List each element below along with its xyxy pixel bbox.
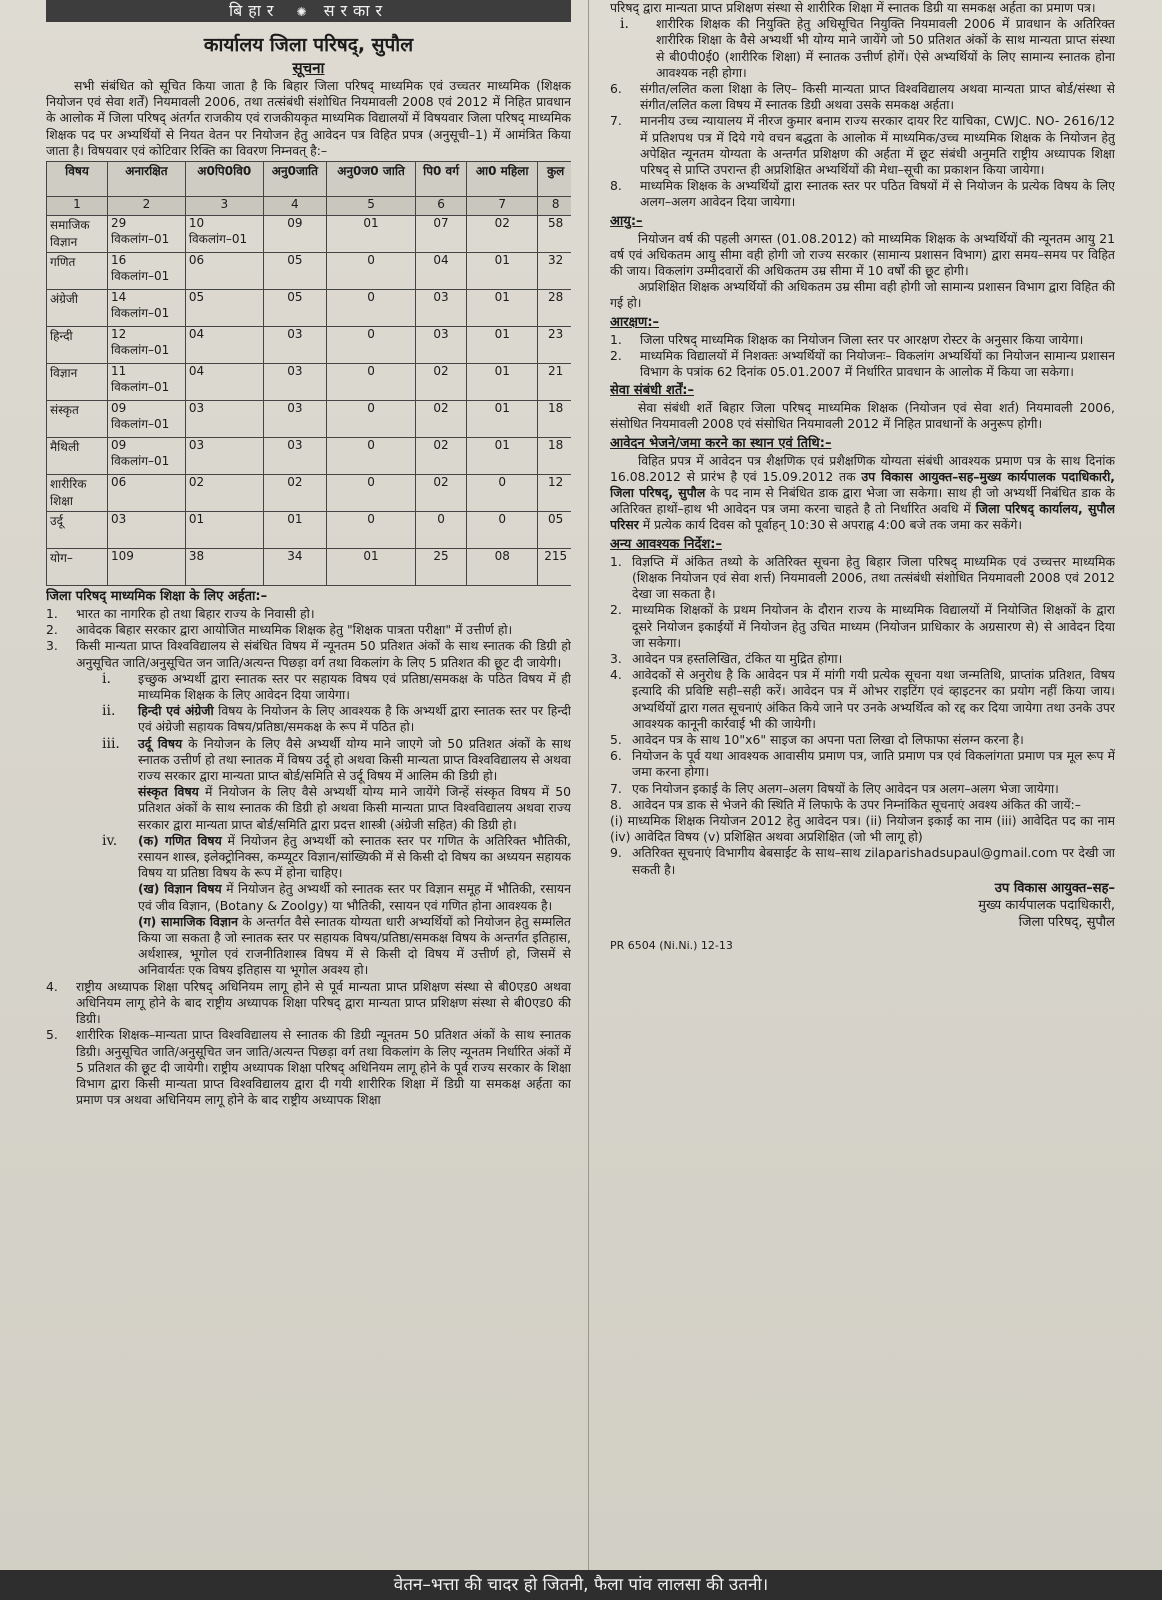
age-paragraph-1: नियोजन वर्ष की पहली अगस्त (01.08.2012) को माध्यमिक शिक्षक के अभ्यर्थियों की न्यूनतम आयु 21 वर्ष एवं अधिकतम आयु सीमा वही होगी जो राज्य सरकार (सामान्य प्रशासन विभाग) द्वारा समय–समय पर विहित की जाय। विकलांग उम्मीदवारों की अधिकतम उम्र सीमा में 10 वर्षों की छूट होगी। <box>610 230 1115 279</box>
sc-cell: 05 <box>263 290 326 327</box>
table-row <box>47 253 572 290</box>
item-lead: (क) गणित विषय <box>138 832 222 848</box>
subject-cell: अंग्रेजी <box>47 290 108 327</box>
sign-line-3: जिला परिषद्, सुपौल <box>1018 914 1115 930</box>
item-number <box>102 881 138 913</box>
table-row <box>47 290 572 327</box>
emblem-icon: ✺ <box>296 5 307 19</box>
service-paragraph: सेवा संबंधी शर्ते बिहार जिला परिषद् माध्यमिक शिक्षक (नियोजन एवं सेवा शर्त) नियमावली 2006, संसोधित नियमावली 2008 एवं संसोधित नियमावली 2012 में निहित प्रावधानों के अनुरूप होगी। <box>610 400 1115 432</box>
bc-cell: 02 <box>415 364 466 401</box>
unreserved-note: विकलांग–01 <box>111 269 170 284</box>
bc-cell: 03 <box>415 327 466 364</box>
instruction-item-9 <box>610 845 1115 877</box>
obc-value: 04 <box>188 327 205 342</box>
sc-cell: 01 <box>263 512 326 549</box>
unreserved-note: विकलांग–01 <box>111 232 170 247</box>
unreserved-cell <box>108 512 186 549</box>
table-index-cell: 3 <box>185 197 263 216</box>
unreserved-cell <box>108 327 186 364</box>
eligibility-list-continued <box>46 979 571 1109</box>
item-lead: उर्दू विषय <box>138 735 183 751</box>
table-index-cell: 7 <box>467 197 538 216</box>
eligibility-sub-item <box>102 671 571 703</box>
item-text <box>138 736 571 785</box>
item-number: 5. <box>610 731 622 747</box>
obc-value: 02 <box>188 475 205 490</box>
obc-value: 06 <box>188 253 205 268</box>
total-cell: 28 <box>538 290 571 327</box>
women-cell: 01 <box>467 327 538 364</box>
right-item <box>610 81 1115 113</box>
item-number: 1. <box>610 331 622 347</box>
eligibility-item <box>46 1027 571 1108</box>
unreserved-note: विकलांग–01 <box>111 343 170 358</box>
unreserved-value: 09 <box>111 401 127 416</box>
apply-heading: आवेदन भेजने/जमा करने का स्थान एवं तिथि:– <box>610 435 832 451</box>
envelope-details: (i) माध्यमिक शिक्षक नियोजन 2012 हेतु आवेदन पत्र। (ii) नियोजन इकाई का नाम (iii) आवेदित पद का नाम (iv) आवेदित विषय (v) प्रशिक्षित अथवा अप्रशिक्षित (जो भी लागू हो) <box>610 812 1115 845</box>
column-divider <box>588 0 589 1600</box>
women-cell: 01 <box>467 290 538 327</box>
unreserved-value: 03 <box>111 512 127 527</box>
item-lead: संस्कृत विषय <box>138 784 199 800</box>
obc-value: 03 <box>188 438 205 453</box>
item-body: में नियोजन हेतु अभ्यर्थी को स्नातक स्तर पर गणित के अतिरिक्त भौतिकी, रसायन शास्त्र, इलेक्ट्रोनिक्स, कम्प्यूटर विज्ञान/सांख्यिकी में से किसी दो विषय का अध्ययन सहायक विषय या प्रतिष्ठा विषय के रूप में होना चाहिए। <box>138 832 571 881</box>
item-lead: हिन्दी एवं अंग्रेजी <box>138 703 214 719</box>
table-row <box>47 216 572 253</box>
eligibility-sub-item <box>102 881 571 913</box>
women-cell: 0 <box>467 512 538 549</box>
item-text: राष्ट्रीय अध्यापक शिक्षा परिषद् अधिनियम लागू होने से पूर्व मान्यता प्राप्त प्रशिक्षण संस्था से बी0एड0 अथवा अधिनियम लागू होने के बाद राष्ट्रीय अध्यापक शिक्षा परिषद् द्वारा मान्यता प्राप्त प्रशिक्षण संस्था से बी0एड0 की डिग्री। <box>76 978 571 1027</box>
bc-cell: 02 <box>415 438 466 475</box>
sc-cell: 02 <box>263 475 326 512</box>
table-row <box>47 475 572 512</box>
item-number: 8. <box>610 178 622 194</box>
email-link[interactable]: zilaparishadsupaul@gmail.com <box>864 845 1058 861</box>
table-row <box>47 401 572 438</box>
sign-line-1: उप विकास आयुक्त–सह– <box>994 880 1115 896</box>
bc-cell: 02 <box>415 475 466 512</box>
item-text: नियोजन के पूर्व यथा आवश्यक आवासीय प्रमाण पत्र, जाति प्रमाण पत्र एवं विकलांगता प्रमाण पत्र मूल रूप में जमा करना होगा। <box>632 748 1115 780</box>
instruction-item <box>610 797 1115 813</box>
table-header-cell: अ0पि0वि0 <box>185 162 263 197</box>
subject-cell: हिन्दी <box>47 327 108 364</box>
st-cell: 0 <box>327 290 416 327</box>
item-text: आवेदन पत्र डाक से भेजने की स्थिति में लिफाफे के उपर निम्नांकित सूचनाएं अवश्य अंकित की जायें:– <box>632 796 1081 812</box>
obc-cell <box>185 253 263 290</box>
other-instructions-list <box>610 554 1115 813</box>
table-row <box>47 438 572 475</box>
table-index-cell: 5 <box>327 197 416 216</box>
reservation-item <box>610 348 1115 380</box>
table-row <box>47 327 572 364</box>
apply-office: जिला परिषद् कार्यालय, सुपौल परिसर <box>610 501 1115 533</box>
unreserved-note: विकलांग–01 <box>111 454 170 469</box>
reservation-item <box>610 332 1115 348</box>
item-text <box>138 784 571 833</box>
women-cell: 08 <box>467 549 538 586</box>
total-cell: 23 <box>538 327 571 364</box>
item-number: 5. <box>46 1027 58 1043</box>
item-text: आवेदक बिहार सरकार द्वारा आयोजित माध्यमिक शिक्षक हेतु "शिक्षक पात्रता परीक्षा" में उत्तीर्ण हो। <box>76 622 513 638</box>
banner-left: बिहार <box>228 1 280 20</box>
total-cell: 58 <box>538 216 571 253</box>
item-number: 4. <box>46 978 58 994</box>
unreserved-cell <box>108 216 186 253</box>
sc-cell: 34 <box>263 549 326 586</box>
item-text: भारत का नागरिक हो तथा बिहार राज्य के निवासी हो। <box>76 606 315 622</box>
sub-item-number: i. <box>620 16 629 33</box>
sc-cell: 09 <box>263 216 326 253</box>
service-heading: सेवा संबंधी शर्तें:– <box>610 383 694 399</box>
item-body: विषय के नियोजन के लिए आवश्यक है कि अभ्यर्थी द्वारा स्नातक स्तर पर हिन्दी एवं अंग्रेजी सहायक विषय/प्रतिष्ठा/समकक्ष के रूप में पठित हो। <box>138 703 571 735</box>
banner-right: सरकार <box>323 1 389 20</box>
unreserved-cell <box>108 401 186 438</box>
unreserved-cell <box>108 290 186 327</box>
reservation-list <box>610 332 1115 381</box>
item-number: ii. <box>102 703 116 720</box>
left-column <box>46 0 571 1600</box>
item-text: माध्यमिक विद्यालयों में निशक्तः अभ्यर्थियों का नियोजनः– विकलांग अभ्यर्थियों का नियोजन सामान्य प्रशासन विभाग के पत्रांक 62 दिनांक 05.01.2007 में निर्धारित प्रावधान के आलोक में किया जा सकेगा। <box>640 347 1115 380</box>
eligibility-list <box>46 606 571 671</box>
st-cell: 0 <box>327 364 416 401</box>
item-number: 2. <box>610 602 622 618</box>
item-number: iii. <box>102 735 120 752</box>
st-cell: 0 <box>327 438 416 475</box>
sc-cell: 03 <box>263 364 326 401</box>
bc-cell: 25 <box>415 549 466 586</box>
unreserved-value: 29 <box>111 216 127 231</box>
bc-cell: 0 <box>415 512 466 549</box>
item-number: 6. <box>610 81 622 97</box>
table-header-cell: अनु0ज0 जाति <box>327 162 416 197</box>
eligibility-heading: जिला परिषद् माध्यमिक शिक्षा के लिए अर्हता:– <box>46 589 268 605</box>
eligibility-item <box>46 979 571 1028</box>
item-text: आवेदकों से अनुरोध है कि आवेदन पत्र में मांगी गयी प्रत्येक सूचना यथा जन्मतिथि, प्राप्तांक प्रतिशत, विषय इत्यादि की प्रविष्टि सही–सही करें। आवेदन पत्र में ओभर राइटिंग एवं व्हाइटनर का प्रयोग नहीं किया जाय। अभ्यर्थियों द्वारा गलत सूचनाएं अंकित किये जाने पर उनके अभ्यर्थित्व को रद्द कर दिया जायेगा तथा उनके उपर आवश्यक कानूनी कार्रवाई भी की जायेगी। <box>632 667 1115 731</box>
unreserved-cell <box>108 438 186 475</box>
item-text: आवेदन पत्र के साथ 10"x6" साइज का अपना पता लिखा दो लिफाफा संलग्न करना है। <box>632 731 1024 747</box>
unreserved-value: 09 <box>111 438 127 453</box>
obc-cell <box>185 401 263 438</box>
continued-text: परिषद् द्वारा मान्यता प्राप्त प्रशिक्षण संस्था से शारीरिक शिक्षा में स्नातक डिग्री या समकक्ष अर्हता का प्रमाण पत्र। <box>610 0 1096 15</box>
women-cell: 01 <box>467 401 538 438</box>
notice-label: सूचना <box>292 59 325 77</box>
total-cell: 12 <box>538 475 571 512</box>
office-title: कार्यालय जिला परिषद्, सुपौल <box>203 34 414 56</box>
table-header-cell: पि0 वर्ग <box>415 162 466 197</box>
total-cell: 05 <box>538 512 571 549</box>
table-index-cell: 4 <box>263 197 326 216</box>
table-header-cell: कुल <box>538 162 571 197</box>
table-index-cell: 8 <box>538 197 571 216</box>
right-item-list <box>610 81 1115 211</box>
item-text: जिला परिषद् माध्यमिक शिक्षक का नियोजन जिला स्तर पर आरक्षण रोस्टर के अनुसार किया जायेगा। <box>640 331 1084 347</box>
st-cell: 0 <box>327 401 416 438</box>
bc-cell: 02 <box>415 401 466 438</box>
item-text: इच्छुक अभ्यर्थी द्वारा स्नातक स्तर पर सहायक विषय एवं प्रतिष्ठा/समकक्ष के पठित विषय में ही माध्यमिक शिक्षक के लिए आवेदन दिया जायेगा। <box>138 670 571 703</box>
unreserved-note: विकलांग–01 <box>111 380 170 395</box>
unreserved-value: 06 <box>111 475 127 490</box>
obc-cell <box>185 512 263 549</box>
instruction-item <box>610 732 1115 748</box>
item-text: विज्ञप्ति में अंकित तथ्यो के अतिरिक्त सूचना हेतु बिहार जिला परिषद् माध्यमिक एवं उच्चत्तर माध्यमिक (शिक्षक नियोजन एवं सेवा शर्त्त) नियमावली 2006, तथा तत्संबंधी संशोधित नियमावली 2008 एवं 2012 देखा जा सकता है। <box>632 553 1115 602</box>
item-text <box>138 881 571 913</box>
unreserved-cell <box>108 549 186 586</box>
table-index-cell: 2 <box>108 197 186 216</box>
pe-sub-item <box>620 16 1115 81</box>
item-number: 9. <box>610 845 622 861</box>
table-index-cell: 1 <box>47 197 108 216</box>
instruction-item <box>610 781 1115 797</box>
eligibility-sub-item <box>102 914 571 979</box>
item-text: शारीरिक शिक्षक–मान्यता प्राप्त विश्वविद्यालय से स्नातक की डिग्री न्यूनतम 50 प्रतिशत अंकों के साथ स्नातक डिग्री। अनुसूचित जाति/अनुसूचित जन जाति/अत्यन्त पिछड़ा वर्ग तथा विकलांग के लिए न्यूनतम निर्धारित अंकों में 5 प्रतिशत की छूट दी जायेगी। राष्ट्रीय अध्यापक शिक्षा परिषद् अधिनियम लागू होने के पूर्व राज्य सरकार के शिक्षा विभाग द्वारा किसी मान्यता प्राप्त विश्वविद्यालय द्वारा दी गयी शारीरिक शिक्षा में डिग्री या समकक्ष अर्हता का प्रमाण पत्र अथवा अधिनियम लागू होने के बाद राष्ट्रीय अध्यापक शिक्षा <box>76 1027 571 1108</box>
item-number: iv. <box>102 832 118 849</box>
item-number: 4. <box>610 667 622 683</box>
item-number: 3. <box>610 650 622 666</box>
instruction-item <box>610 554 1115 603</box>
table-row <box>47 512 572 549</box>
women-cell: 0 <box>467 475 538 512</box>
item-text <box>138 833 571 882</box>
obc-value: 10 <box>188 216 205 231</box>
unreserved-value: 16 <box>111 253 127 268</box>
unreserved-cell <box>108 253 186 290</box>
obc-cell <box>185 549 263 586</box>
eligibility-sub-item <box>102 736 571 785</box>
item-text <box>632 845 1115 877</box>
item-body: के नियोजन के लिए वैसे अभ्यर्थी योग्य माने जाएगे जो 50 प्रतिशत अंकों के साथ स्नातक उत्तीर्ण हो तथा स्नातक में विषय उर्दू हो अथवा किसी मान्यता प्राप्त विश्वविद्यालय से अथवा राज्य सरकार द्वारा मान्यता प्राप्त बोर्ड/समिति से उर्दू विषय में आलिम की डिग्री हो। <box>138 735 571 784</box>
apply-text-3: में प्रत्येक कार्य दिवस को पूर्वाहन् 10:30 से अपराह्न 4:00 बजे तक जमा कर सकेंगे। <box>642 517 1023 533</box>
footer-slogan: वेतन–भत्ता की चादर हो जितनी, फैला पांव लालसा की उतनी। <box>0 1570 1162 1600</box>
obc-cell <box>185 475 263 512</box>
eligibility-sub-item <box>102 703 571 735</box>
unreserved-value: 12 <box>111 327 127 342</box>
obc-cell <box>185 216 263 253</box>
subject-cell: संस्कृत <box>47 401 108 438</box>
item-number <box>102 914 138 979</box>
item-text: माननीय उच्च न्यायालय में नीरज कुमार बनाम राज्य सरकार दायर रिट याचिका, CWJC. NO- 2616/12 में प्रतिशपथ पत्र में दिये गये वचन बद्धता के आलोक में माध्यमिक/उच्च माध्यमिक शिक्षक के नियोजन हेतु अपेक्षित न्यूनतम योग्यता के अन्तर्गत प्रशिक्षण की अर्हता में छूट संबंधी अनुमति राष्ट्रीय अध्यापक शिक्षा परिषद् से प्राप्ति उपरान्त ही अप्रशिक्षित अभ्यर्थियों की मेधा–सूची का प्रकाशन किया जायेगा। <box>640 113 1115 178</box>
item-number: i. <box>102 670 111 687</box>
item-text: माध्यमिक शिक्षकों के प्रथम नियोजन के दौरान राज्य के माध्यमिक विद्यालयों में नियोजित शिक्षकों के द्वारा दूसरे नियोजन इकाईयों में नियोजन हेतु उचित माध्यम (नियोजन प्राधिकार के अग्रसारण से) से आवेदन दिया जा सकेगा। <box>632 602 1115 650</box>
pr-code: PR 6504 (Ni.Ni.) 12-13 <box>610 938 733 952</box>
total-cell: 18 <box>538 401 571 438</box>
item-text: संगीत/ललित कला शिक्षा के लिए– किसी मान्यता प्राप्त विश्वविद्यालय अथवा मान्यता प्राप्त बोर्ड/संस्था से संगीत/ललित कला विषय में स्नातक डिग्री अथवा उसके समकक्ष अर्हता। <box>640 81 1115 113</box>
obc-value: 01 <box>188 512 205 527</box>
sc-cell: 05 <box>263 253 326 290</box>
sc-cell: 03 <box>263 438 326 475</box>
obc-value: 05 <box>188 290 205 305</box>
st-cell: 0 <box>327 512 416 549</box>
total-cell: 215 <box>538 549 571 586</box>
item-9-text: अतिरिक्त सूचनाएं विभागीय बेबसाईट के साथ–साथ <box>632 845 861 861</box>
item-body: में नियोजन हेतु अभ्यर्थी को स्नातक स्तर पर विज्ञान समूह में भौतिकी, रसायन एवं जीव विज्ञान, (Botany & Zoolgy) या भौतिकी, रसायन एवं गणित होना आवश्यक है। <box>138 881 571 913</box>
unreserved-value: 11 <box>111 364 127 379</box>
women-cell: 02 <box>467 216 538 253</box>
item-text <box>138 914 571 979</box>
women-cell: 01 <box>467 438 538 475</box>
table-header-row <box>47 162 572 197</box>
item-number: 2. <box>46 622 58 638</box>
item-text: आवेदन पत्र हस्तलिखित, टंकित या मुद्रित होगा। <box>632 650 843 666</box>
table-row <box>47 364 572 401</box>
obc-value: 04 <box>188 364 205 379</box>
instruction-item <box>610 667 1115 732</box>
obc-cell <box>185 290 263 327</box>
subject-cell: उर्दू <box>47 512 108 549</box>
right-item <box>610 178 1115 210</box>
eligibility-item <box>46 638 571 670</box>
obc-note: विकलांग–01 <box>188 232 248 247</box>
govt-banner <box>46 0 571 22</box>
apply-text-2: के पद नाम से निबंधित डाक द्वारा भेजा जा सकेगा। साथ ही जो अभ्यर्थी निबंधित डाक के अतिरिक्त हाथों–हाथ भी आवेदन पत्र जमा करना चाहते है तो निर्धारित अवधि में <box>610 485 1115 517</box>
instruction-item <box>610 602 1115 651</box>
unreserved-cell <box>108 364 186 401</box>
obc-cell <box>185 438 263 475</box>
item-text: किसी मान्यता प्राप्त विश्वविद्यालय से संबंधित विषय में न्यूनतम 50 प्रतिशत अंकों के साथ स्नातक की डिग्री हो अनुसूचित जाति/अनुसूचित जन जाति/अत्यन्त पिछड़ा वर्ग तथा विकलांग के लिए 5 प्रतिशत की छूट दी जायेगी। <box>76 638 571 670</box>
total-cell: 18 <box>538 438 571 475</box>
item-number: 6. <box>610 748 622 764</box>
unreserved-note: विकलांग–01 <box>111 306 170 321</box>
apply-paragraph <box>610 453 1115 534</box>
women-cell: 01 <box>467 364 538 401</box>
item-9-tail: पर देखी जा सकती है। <box>632 845 1115 877</box>
item-lead: (ख) विज्ञान विषय <box>138 881 222 897</box>
sub-item-text: शारीरिक शिक्षक की नियुक्ति हेतु अधिसूचित नियुक्ति नियमावली 2006 में प्रावधान के अतिरिक्त शारीरिक शिक्षा के वैसे अभ्यर्थी भी योग्य माने जायेंगे जो 50 प्रतिशत अंकों के साथ मान्यता प्राप्त संस्था से बी0पी0ई0 (शारीरिक शिक्षा) में स्नातक उत्तीर्ण होगें। ऐसे अभ्यर्थियों के लिए सामान्य स्नातक होना आवश्यक नही होगा। <box>656 16 1115 80</box>
apply-authority: उप विकास आयुक्त–सह–मुख्य कार्यपालक पदाधिकारी, जिला परिषद्, सुपौल <box>610 468 1115 501</box>
reservation-heading: आरक्षण:– <box>610 314 660 330</box>
instruction-item <box>610 748 1115 780</box>
right-column <box>610 0 1115 1600</box>
item-number: 1. <box>46 606 58 622</box>
item-number: 3. <box>46 638 58 654</box>
bc-cell: 07 <box>415 216 466 253</box>
eligibility-sub-list <box>46 671 571 979</box>
st-cell: 0 <box>327 253 416 290</box>
age-heading: आयु:– <box>610 213 643 229</box>
obc-cell <box>185 327 263 364</box>
table-header-cell: अनु0जाति <box>263 162 326 197</box>
table-row <box>47 549 572 586</box>
item-lead: (ग) सामाजिक विज्ञान <box>138 913 238 929</box>
eligibility-item <box>46 622 571 638</box>
st-cell: 0 <box>327 327 416 364</box>
subject-cell: मैथिली <box>47 438 108 475</box>
bc-cell: 03 <box>415 290 466 327</box>
women-cell: 01 <box>467 253 538 290</box>
st-cell: 01 <box>327 549 416 586</box>
item-number: 8. <box>610 796 622 812</box>
subject-cell: गणित <box>47 253 108 290</box>
unreserved-value: 14 <box>111 290 127 305</box>
age-paragraph-2: अप्रशिक्षित शिक्षक अभ्यर्थियों की अधिकतम उम्र सीमा वही होगी जो सामान्य प्रशासन विभाग द्वारा विहित की गई हो। <box>610 279 1115 311</box>
unreserved-value: 109 <box>111 549 134 564</box>
item-text: माध्यमिक शिक्षक के अभ्यर्थियों द्वारा स्नातक स्तर पर पठित विषयों में से नियोजन के प्रत्येक विषय के लिए अलग–अलग आवेदन दिया जायेगा। <box>640 178 1115 210</box>
eligibility-sub-item <box>102 784 571 833</box>
subject-cell: योग– <box>47 549 108 586</box>
subject-cell: विज्ञान <box>47 364 108 401</box>
subject-cell: शारीरिक शिक्षा <box>47 475 108 512</box>
other-heading: अन्य आवश्यक निर्देश:– <box>610 536 722 552</box>
sc-cell: 03 <box>263 327 326 364</box>
table-index-cell: 6 <box>415 197 466 216</box>
intro-paragraph: सभी संबंधित को सूचित किया जाता है कि बिहार जिला परिषद् माध्यमिक एवं उच्चतर माध्यमिक (शिक्षक नियोजन एवं सेवा शर्तें) नियमावली 2006, तथा तत्संबंधी संशोधित नियमावली 2008 एवं 2012 में निहित प्रावधान के आलोक में जिला परिषद् अंतर्गत राजकीय एवं राजकीयकृत माध्यमिक विद्यालयों में विषयवार जिला परिषद् माध्यमिक शिक्षक पद पर अभ्यर्थियों से नियत वेतन पर नियोजन हेतु आवेदन पत्र विहित प्रपत्र (अनुसूची–1) में आमंत्रित किया जाता है। विषयवार एवं कोटिवार रिक्ति का विवरण निम्नवत् है:– <box>46 78 571 158</box>
unreserved-note: विकलांग–01 <box>111 417 170 432</box>
bc-cell: 04 <box>415 253 466 290</box>
table-header-cell: आ0 महिला <box>467 162 538 197</box>
item-body: में नियोजन के लिए वैसे अभ्यर्थी योग्य माने जायेंगे जिन्हें संस्कृत विषय में 50 प्रतिशत अंकों के साथ स्नातक की डिग्री हो अथवा किसी मान्यता प्राप्त विश्वविद्यालय अथवा राज्य सरकार द्वारा मान्यता प्राप्त बोर्ड/समिति द्वारा प्रदत्त शास्त्री (अंग्रेजी सहित) की डिग्री हो। <box>138 784 571 832</box>
vacancy-table <box>46 161 571 586</box>
item-number: 1. <box>610 553 622 569</box>
obc-value: 03 <box>188 401 205 416</box>
table-header-cell: विषय <box>47 162 108 197</box>
eligibility-sub-item <box>102 833 571 882</box>
st-cell: 01 <box>327 216 416 253</box>
st-cell: 0 <box>327 475 416 512</box>
obc-cell <box>185 364 263 401</box>
sign-line-2: मुख्य कार्यपालक पदाधिकारी, <box>978 897 1115 913</box>
subject-cell: समाजिक विज्ञान <box>47 216 108 253</box>
item-number: 2. <box>610 347 622 363</box>
item-body: के अन्तर्गत वैसे स्नातक योग्यता धारी अभ्यर्थियों को नियोजन हेतु सम्मलित किया जा सकता है जो स्नातक स्तर पर सहायक विषय/प्रतिष्ठा/समकक्ष विषय के अन्तर्गत इतिहास, अर्थशास्त्र, भूगोल एवं राजनीतिशास्त्र विषय में से किसी दो विषय में उत्तीर्ण हो, जिसमें से अनिवार्यतः एक विषय इतिहास या भूगोल अवश्य हो। <box>138 913 571 978</box>
item-number: 7. <box>610 780 622 796</box>
item-number <box>102 784 138 833</box>
item-text: एक नियोजन इकाई के लिए अलग–अलग विषयों के लिए आवेदन पत्र अलग–अलग भेजा जायेगा। <box>632 780 1059 796</box>
item-text <box>138 703 571 735</box>
apply-text-1: विहित प्रपत्र में आवेदन पत्र शैक्षणिक एवं प्रशैक्षणिक योग्यता संबंधी आवश्यक प्रमाण पत्र के साथ दिनांक 16.08.2012 से प्रारंभ है एवं 15.09.2012 तक <box>610 452 1115 484</box>
eligibility-item <box>46 606 571 622</box>
table-index-row <box>47 197 572 216</box>
right-item <box>610 113 1115 178</box>
obc-value: 38 <box>188 549 205 564</box>
table-header-cell: अनारक्षित <box>108 162 186 197</box>
total-cell: 21 <box>538 364 571 401</box>
total-cell: 32 <box>538 253 571 290</box>
sc-cell: 03 <box>263 401 326 438</box>
signature-block <box>610 880 1115 931</box>
unreserved-cell <box>108 475 186 512</box>
item-number: 7. <box>610 113 622 129</box>
instruction-item <box>610 651 1115 667</box>
